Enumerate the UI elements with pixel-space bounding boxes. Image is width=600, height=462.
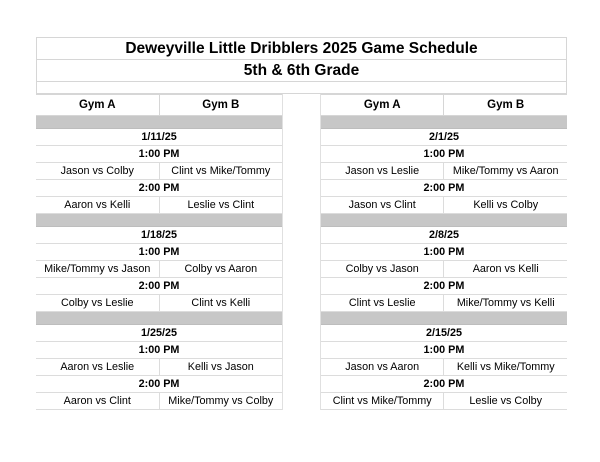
game-time: 1:00 PM — [423, 246, 465, 258]
gym-b-header: Gym B — [159, 95, 283, 115]
schedule-row — [321, 146, 567, 163]
right-blocks — [321, 116, 567, 410]
week-separator — [36, 116, 282, 129]
schedule-row — [36, 278, 282, 295]
week-date: 1/11/25 — [141, 131, 177, 143]
week-block — [36, 129, 282, 214]
schedule-row — [36, 129, 282, 146]
gym-b-game: Leslie vs Clint — [159, 197, 283, 213]
gym-a-game: Mike/Tommy vs Jason — [44, 263, 151, 275]
schedule-row — [36, 295, 282, 312]
schedule-row — [36, 163, 282, 180]
gym-b-game: Colby vs Aaron — [159, 261, 283, 277]
schedule-subtitle: 5th & 6th Grade — [36, 60, 567, 82]
gym-b-game: Clint vs Mike/Tommy — [159, 163, 283, 179]
game-time: 2:00 PM — [138, 378, 180, 390]
week-block — [321, 129, 567, 214]
week-block — [321, 227, 567, 312]
week-separator — [321, 116, 567, 129]
week-date: 2/1/25 — [428, 131, 459, 143]
gym-b-game: Mike/Tommy vs Colby — [159, 393, 283, 409]
schedule-row — [321, 261, 567, 278]
schedule-row — [321, 295, 567, 312]
game-time: 1:00 PM — [138, 148, 180, 160]
gym-a-game: Colby vs Jason — [345, 263, 419, 275]
schedule-row — [321, 163, 567, 180]
schedule-row — [321, 393, 567, 410]
week-date: 2/15/25 — [425, 327, 462, 339]
left-half — [36, 94, 282, 410]
game-time: 1:00 PM — [423, 148, 465, 160]
gym-a-game: Aaron vs Leslie — [60, 361, 135, 373]
gym-a-game: Jason vs Colby — [60, 165, 134, 177]
game-time: 2:00 PM — [423, 378, 465, 390]
right-half — [321, 94, 567, 410]
gym-b-game: Mike/Tommy vs Kelli — [443, 295, 567, 311]
schedule-row — [321, 129, 567, 146]
schedule-grid — [36, 94, 567, 410]
week-block — [36, 325, 282, 410]
gym-a-game: Clint vs Leslie — [348, 297, 416, 309]
schedule-row — [36, 197, 282, 214]
game-time: 2:00 PM — [138, 182, 180, 194]
schedule-row — [321, 244, 567, 261]
schedule-row — [321, 278, 567, 295]
gym-b-game: Mike/Tommy vs Aaron — [443, 163, 567, 179]
schedule-row — [36, 342, 282, 359]
schedule-row — [321, 325, 567, 342]
schedule-row — [36, 146, 282, 163]
gym-a-game: Aaron vs Kelli — [64, 199, 131, 211]
schedule-row — [321, 359, 567, 376]
gym-b-game: Leslie vs Colby — [443, 393, 567, 409]
gym-a-game: Clint vs Mike/Tommy — [332, 395, 432, 407]
schedule-row — [321, 197, 567, 214]
schedule-sheet — [36, 37, 567, 410]
schedule-row — [36, 393, 282, 410]
gym-a-header: Gym A — [363, 99, 401, 111]
game-time: 1:00 PM — [138, 246, 180, 258]
week-separator — [321, 214, 567, 227]
gym-b-game: Clint vs Kelli — [159, 295, 283, 311]
week-separator — [321, 312, 567, 325]
gym-a-game: Jason vs Aaron — [345, 361, 420, 373]
week-separator — [36, 214, 282, 227]
column-gutter — [282, 94, 321, 410]
schedule-row — [321, 180, 567, 197]
gym-a-header: Gym A — [78, 99, 116, 111]
schedule-row — [36, 325, 282, 342]
schedule-row — [36, 261, 282, 278]
schedule-row — [321, 376, 567, 393]
schedule-row — [36, 376, 282, 393]
right-header-row — [321, 94, 567, 116]
game-time: 2:00 PM — [423, 182, 465, 194]
schedule-row — [321, 342, 567, 359]
blank-row — [36, 82, 567, 94]
gym-b-game: Aaron vs Kelli — [443, 261, 567, 277]
gym-b-game: Kelli vs Jason — [159, 359, 283, 375]
schedule-title: Deweyville Little Dribblers 2025 Game Schedule — [36, 37, 567, 60]
gym-a-game: Jason vs Leslie — [345, 165, 420, 177]
week-block — [321, 325, 567, 410]
gym-b-header: Gym B — [443, 95, 567, 115]
left-blocks — [36, 116, 282, 410]
game-time: 1:00 PM — [138, 344, 180, 356]
schedule-row — [321, 227, 567, 244]
week-block — [36, 227, 282, 312]
week-date: 2/8/25 — [428, 229, 459, 241]
week-date: 1/25/25 — [141, 327, 178, 339]
week-date: 1/18/25 — [141, 229, 178, 241]
game-time: 2:00 PM — [138, 280, 180, 292]
game-time: 1:00 PM — [423, 344, 465, 356]
week-separator — [36, 312, 282, 325]
schedule-row — [36, 244, 282, 261]
gym-a-game: Jason vs Clint — [348, 199, 416, 211]
schedule-row — [36, 359, 282, 376]
schedule-row — [36, 227, 282, 244]
gym-a-game: Colby vs Leslie — [60, 297, 134, 309]
schedule-row — [36, 180, 282, 197]
gym-b-game: Kelli vs Mike/Tommy — [443, 359, 567, 375]
gym-a-game: Aaron vs Clint — [63, 395, 131, 407]
left-header-row — [36, 94, 282, 116]
gym-b-game: Kelli vs Colby — [443, 197, 567, 213]
game-time: 2:00 PM — [423, 280, 465, 292]
